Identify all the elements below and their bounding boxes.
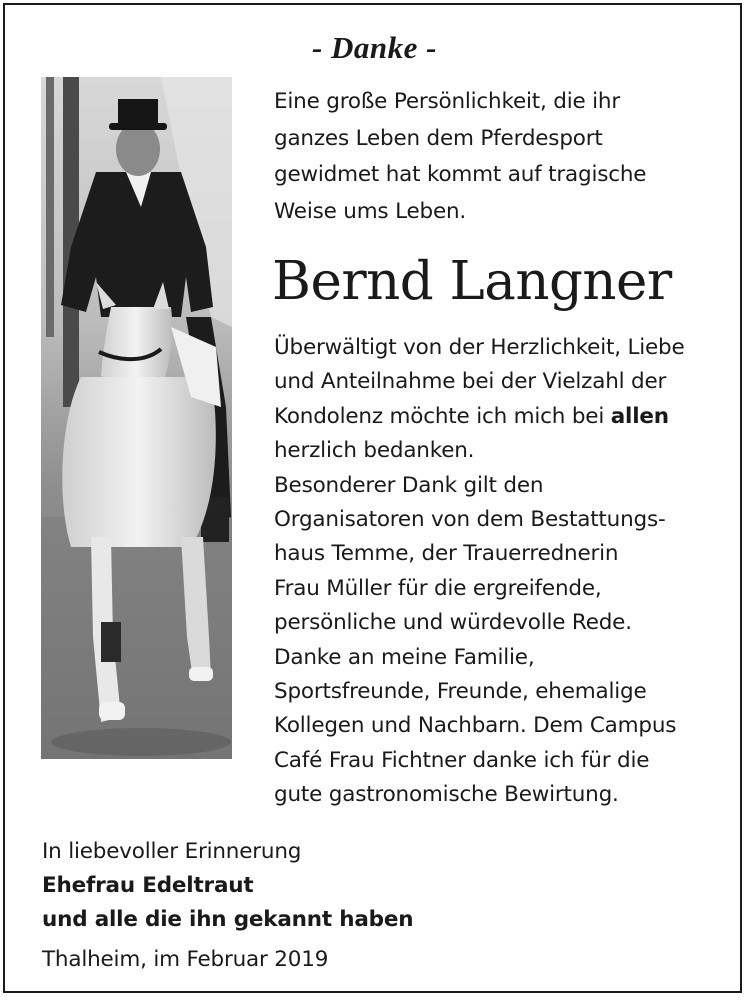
closing-block xyxy=(42,835,702,977)
horse-rider-image xyxy=(41,77,232,759)
body-line-text: Kondolenz möchte ich mich bei xyxy=(274,403,611,429)
body-line: Sportsfreunde, Freunde, ehemalige xyxy=(274,679,647,705)
body-line: Besonderer Dank gilt den xyxy=(274,472,544,498)
body-line: Frau Müller für die ergreifende, xyxy=(274,575,602,601)
intro-line: ganzes Leben dem Pferdesport xyxy=(274,125,603,151)
body-line: und Anteilnahme bei der Vielzahl der xyxy=(274,369,667,395)
rider-on-horse-photo xyxy=(41,77,232,759)
notice-heading: - Danke - xyxy=(311,30,438,65)
intro-paragraph xyxy=(274,84,714,230)
place-date-line: Thalheim, im Februar 2019 xyxy=(42,947,329,972)
body-line: persönliche und würdevolle Rede. xyxy=(274,610,632,636)
deceased-name: Bernd Langner xyxy=(272,251,672,312)
body-line: haus Temme, der Trauerrednerin xyxy=(274,541,619,567)
wife-line: Ehefrau Edeltraut xyxy=(42,873,254,898)
body-line: Kollegen und Nachbarn. Dem Campus xyxy=(274,713,677,739)
body-line: Danke an meine Familie, xyxy=(274,644,535,670)
body-line: herzlich bedanken. xyxy=(274,438,475,464)
body-line: Organisatoren von dem Bestattungs- xyxy=(274,507,666,533)
emphasis-allen: allen xyxy=(610,403,669,429)
body-line xyxy=(274,400,714,434)
intro-line: Eine große Persönlichkeit, die ihr xyxy=(274,89,620,114)
memory-line: In liebevoller Erinnerung xyxy=(42,839,302,864)
body-line: gute gastronomische Bewirtung. xyxy=(274,782,619,808)
intro-line: gewidmet hat kommt auf tragische xyxy=(274,162,647,187)
intro-line: Weise ums Leben. xyxy=(274,198,467,224)
thanks-paragraph xyxy=(274,331,714,813)
body-line: Café Frau Fichtner danke ich für die xyxy=(274,747,650,773)
body-line: Überwältigt von der Herzlichkeit, Liebe xyxy=(274,335,685,360)
others-line: und alle die ihn gekannt haben xyxy=(42,907,414,932)
